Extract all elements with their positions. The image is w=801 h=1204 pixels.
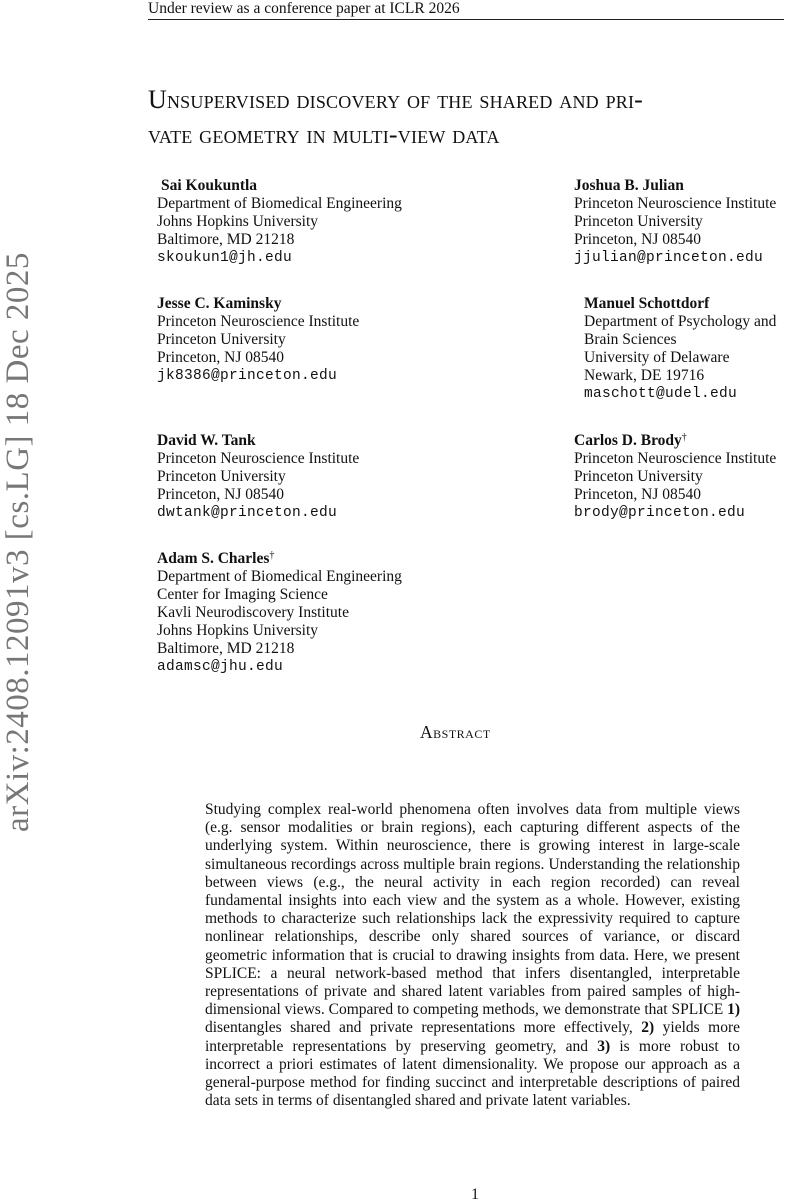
title-line-2: vate geometry in multi-view data — [148, 120, 500, 149]
arxiv-identifier: arXiv:2408.12091v3 [cs.LG] 18 Dec 2025 — [0, 252, 36, 832]
author-name: Sai Koukuntla — [161, 177, 258, 194]
abstract-text: yields more interpretable representations by preserving geometry, and — [205, 1019, 741, 1055]
affiliation-line: Princeton University — [574, 468, 703, 485]
author-block-schottdorf — [584, 295, 776, 403]
author-email[interactable]: brody@princeton.edu — [574, 505, 746, 521]
author-affiliation-koukuntla — [157, 195, 402, 267]
author-block-kaminsky — [157, 295, 359, 385]
list-number: 1) — [727, 1001, 741, 1019]
affiliation-line: Princeton, NJ 08540 — [157, 349, 285, 366]
author-email[interactable]: jk8386@princeton.edu — [157, 368, 338, 384]
author-name: Manuel Schottdorf — [584, 295, 710, 312]
affiliation-line: Department of Biomedical Engineering — [157, 195, 402, 212]
affiliation-line: Princeton Neuroscience Institute — [574, 450, 777, 467]
abstract-heading: Abstract — [420, 722, 491, 742]
paper-title — [148, 82, 801, 152]
dagger-mark: † — [269, 550, 275, 561]
author-name: Jesse C. Kaminsky — [157, 295, 282, 312]
affiliation-line: Department of Biomedical Engineering — [157, 568, 402, 585]
abstract-body — [205, 801, 740, 1110]
affiliation-line: Kavli Neurodiscovery Institute — [157, 604, 349, 621]
list-number: 2) — [641, 1019, 655, 1037]
author-name: Joshua B. Julian — [574, 177, 684, 194]
affiliation-line: Baltimore, MD 21218 — [157, 231, 295, 248]
affiliation-line: Princeton Neuroscience Institute — [157, 450, 360, 467]
page-number: 1 — [471, 1186, 479, 1203]
author-name-text: Carlos D. Brody — [574, 432, 682, 449]
title-line-1: Unsupervised discovery of the shared and pri- — [148, 85, 644, 114]
author-email[interactable]: maschott@udel.edu — [584, 386, 738, 402]
affiliation-line: Princeton University — [157, 331, 286, 348]
author-block-tank — [157, 432, 359, 522]
affiliation-line: Princeton, NJ 08540 — [157, 486, 285, 503]
affiliation-line: Princeton University — [157, 468, 286, 485]
abstract-text: disentangles shared and private representations more effectively, — [205, 1019, 642, 1037]
affiliation-line: Baltimore, MD 21218 — [157, 640, 295, 657]
affiliation-line: Newark, DE 19716 — [584, 367, 705, 384]
affiliation-line: Johns Hopkins University — [157, 213, 319, 230]
affiliation-line: Johns Hopkins University — [157, 622, 319, 639]
abstract-text: Studying complex real-world phenomena often involves data from multiple views (e.g. sensor modalities or brain regions), each capturing different aspects of the underlying system. Within neuroscience, there is growing interest in large-scale simultaneous recordings across multiple brain regions. Understanding the relationship between views (e.g., the neural activity in each region recorded) can reveal fundamental insights into each view and the system as a whole. However, existing methods to characterize such relationships lack the expressivity required to capture nonlinear relationships, describe only shared sources of variance, or discard geometric information that is crucial to drawing insights from data. Here, we present SPLICE: a neural network-based method that infers disentangled, interpretable representations of private and shared latent variables from paired samples of high-dimensional views. Compared to competing methods, we demonstrate that SPLICE — [205, 801, 740, 1019]
author-block-koukuntla — [161, 177, 257, 195]
author-email[interactable]: skoukun1@jh.edu — [157, 250, 293, 266]
affiliation-line: Princeton Neuroscience Institute — [157, 313, 360, 330]
author-block-julian — [574, 177, 776, 267]
affiliation-line: Princeton Neuroscience Institute — [574, 195, 777, 212]
header-rule — [148, 19, 784, 20]
dagger-mark: † — [681, 432, 687, 443]
author-name: David W. Tank — [157, 432, 256, 449]
affiliation-line: Brain Sciences — [584, 331, 677, 348]
author-name-text: Adam S. Charles — [157, 550, 270, 567]
affiliation-line: Department of Psychology and — [584, 313, 777, 330]
affiliation-line: Princeton University — [574, 213, 703, 230]
author-email[interactable]: adamsc@jhu.edu — [157, 659, 284, 675]
list-number: 3) — [597, 1037, 611, 1055]
affiliation-line: Center for Imaging Science — [157, 586, 328, 603]
author-block-charles — [157, 550, 402, 676]
author-name — [574, 432, 776, 450]
author-email[interactable]: jjulian@princeton.edu — [574, 250, 764, 266]
affiliation-line: University of Delaware — [584, 349, 730, 366]
author-email[interactable]: dwtank@princeton.edu — [157, 505, 338, 521]
abstract-text: is more robust to incorrect a priori estimates of latent dimensionality. We propose our approach as a general-purpose method for finding succinct and interpretable descriptions of paired data sets in terms of disentangled shared and private latent variables. — [205, 1037, 740, 1110]
author-block-brody — [574, 432, 776, 522]
running-header: Under review as a conference paper at ICLR 2026 — [148, 0, 460, 17]
affiliation-line: Princeton, NJ 08540 — [574, 486, 702, 503]
affiliation-line: Princeton, NJ 08540 — [574, 231, 702, 248]
author-name — [157, 550, 402, 568]
